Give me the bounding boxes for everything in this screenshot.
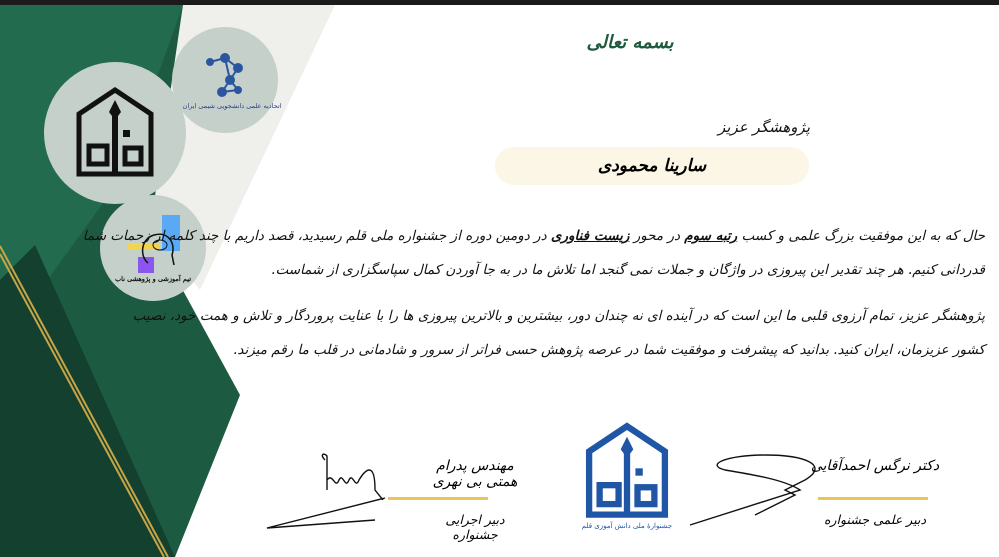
nab-team-name: تیم آموزشی و پژوهشی ناب (114, 275, 192, 283)
field-highlight: زیست فناوری (550, 228, 630, 244)
pen-emblem-icon (75, 86, 155, 181)
signatory-name: مهندس پدرام همتی بی نهری (432, 458, 518, 490)
body-text: در دومین دوره از جشنواره ملی قلم رسیدید، قصد داریم با چند کلمه از زحمات شما (82, 228, 551, 244)
signature-executive (265, 450, 405, 532)
rank-highlight: رتبه سوم (684, 228, 738, 244)
signatory-role: دبیر اجرایی جشنواره (445, 512, 505, 542)
association-name: اتحادیه علمی دانشجویی شیمی ایران (182, 102, 282, 110)
signatory-role: دبیر علمی جشنواره (823, 512, 927, 527)
molecule-icon (200, 50, 250, 100)
gold-rule (818, 497, 928, 500)
recipient-name: سارینا محمودی (597, 156, 707, 176)
qalam-logo (44, 62, 186, 204)
body-text: حال که به این موفقیت بزرگ علمی و کسب (737, 228, 985, 244)
body-text: در محور (629, 228, 685, 244)
body-line-3: پژوهشگر عزیز، تمام آرزوی قلبی ما این است که در آینده ای نه چندان دور، بیشترین و بالاترین پیروزی ها را با عنایت پروردگار و تلاش و همت خود، نصیب (132, 308, 985, 324)
nab-team-logo (100, 195, 206, 301)
gold-rule (388, 497, 488, 500)
association-logo (172, 27, 282, 133)
body-line-1 (82, 228, 985, 244)
pen-emblem-icon (583, 422, 671, 522)
festival-name: جشنوارهٔ ملی دانش آموزی قلم (581, 522, 673, 530)
basmala-heading: بسمه تعالی (586, 32, 674, 53)
body-line-4: کشور عزیزمان، ایران کنید. بدانید که پیشرفت و موفقیت شما در عرصه پژوهش حسی فراتر از سرور و شادمانی در قلب ما رقم میزند. (233, 342, 985, 358)
festival-logo (578, 422, 676, 537)
salutation: پژوهشگر عزیز (718, 118, 810, 136)
recipient-name-box (495, 147, 809, 185)
body-line-2: قدردانی کنیم. هر چند تقدیر این پیروزی در واژگان و جملات نمی گنجد اما تلاش ما در به جا آوردن کمال سپاسگزاری از شماست. (271, 262, 985, 278)
signatory-name: دکتر نرگس احمدآقایی (810, 458, 940, 474)
